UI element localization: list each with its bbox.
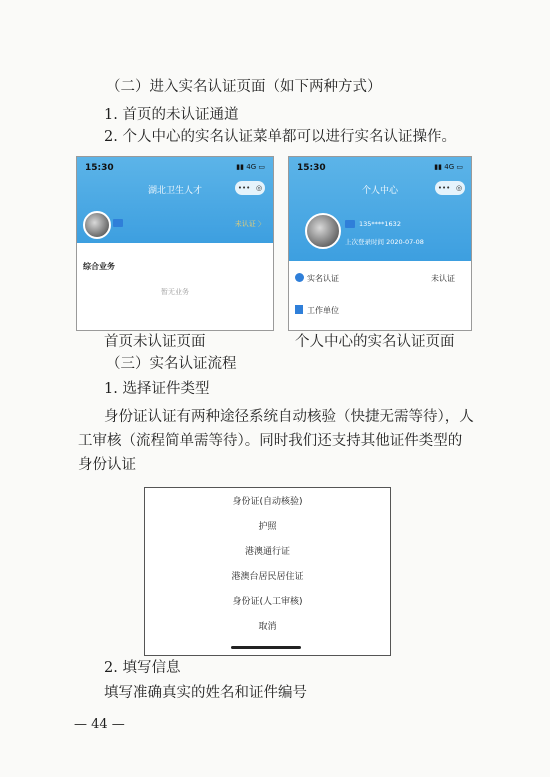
status-signal: ▮▮ 4G ▭	[236, 163, 265, 171]
option-hk-macau-pass[interactable]: 港澳通行证	[244, 547, 290, 557]
avatar	[305, 213, 341, 249]
option-passport[interactable]: 护照	[258, 522, 277, 532]
option-id-card-manual[interactable]: 身份证(人工审核)	[232, 597, 303, 607]
id-type-action-sheet	[144, 487, 391, 656]
section-heading-2: （二）进入实名认证页面（如下两种方式）	[106, 79, 382, 95]
empty-state-text: 暂无业务	[161, 288, 189, 296]
avatar	[83, 211, 111, 239]
close-target-icon[interactable]: ◎	[456, 184, 463, 192]
close-target-icon[interactable]: ◎	[256, 184, 263, 192]
battery-icon: ▭	[258, 163, 265, 171]
menu-item-work-unit[interactable]	[289, 301, 471, 321]
id-card-icon	[345, 220, 355, 228]
cancel-button[interactable]: 取消	[258, 622, 277, 632]
more-icon[interactable]: •••	[437, 184, 451, 192]
verify-icon	[295, 273, 304, 282]
mini-program-capsule[interactable]	[235, 181, 265, 195]
paragraph-line-1: 身份证认证有两种途径系统自动核验（快捷无需等待），人	[104, 409, 474, 425]
verify-status: 未认证	[431, 274, 455, 283]
menu-label-work: 工作单位	[307, 306, 339, 315]
battery-icon: ▭	[456, 163, 463, 171]
page-title: 个人中心	[361, 186, 398, 196]
paragraph-line-3: 身份认证	[78, 457, 136, 473]
caption-profile: 个人中心的实名认证页面	[295, 334, 455, 350]
menu-label-verify: 实名认证	[307, 274, 339, 283]
status-signal: ▮▮ 4G ▭	[434, 163, 463, 171]
option-id-card-auto[interactable]: 身份证(自动核验)	[232, 497, 303, 507]
signal-icon: ▮▮	[236, 163, 245, 171]
list-item-step-2: 2. 填写信息	[104, 660, 181, 676]
status-time: 15:30	[85, 163, 114, 173]
section-heading-3: （三）实名认证流程	[106, 356, 237, 372]
app-title: 湖北卫生人才	[147, 186, 202, 196]
menu-item-verify[interactable]	[289, 269, 471, 289]
unverified-link[interactable]: 未认证 〉	[234, 220, 265, 228]
status-time: 15:30	[297, 163, 326, 173]
list-item-step-1: 1. 选择证件类型	[104, 381, 210, 397]
section-title: 综合业务	[83, 262, 115, 271]
id-card-icon	[113, 219, 123, 227]
list-item-entry-1: 1. 首页的未认证通道	[104, 107, 239, 123]
home-screenshot	[76, 156, 274, 331]
last-login-time: 上次登录时间 2020-07-08	[345, 238, 424, 246]
caption-home: 首页未认证页面	[104, 334, 206, 350]
more-icon[interactable]: •••	[237, 184, 251, 192]
home-indicator	[231, 646, 301, 649]
building-icon	[295, 305, 303, 314]
page-number: — 44 —	[74, 717, 125, 732]
profile-screenshot	[288, 156, 472, 331]
step-2-description: 填写准确真实的姓名和证件编号	[104, 685, 307, 701]
list-item-entry-2: 2. 个人中心的实名认证菜单都可以进行实名认证操作。	[104, 129, 456, 145]
option-residence-permit[interactable]: 港澳台居民居住证	[231, 572, 304, 582]
signal-icon: ▮▮	[434, 163, 443, 171]
mini-program-capsule[interactable]	[435, 181, 465, 195]
phone-number: 135****1632	[359, 220, 401, 228]
paragraph-line-2: 工审核（流程简单需等待）。同时我们还支持其他证件类型的	[78, 433, 463, 449]
app-header	[77, 157, 273, 243]
profile-header	[289, 157, 471, 261]
